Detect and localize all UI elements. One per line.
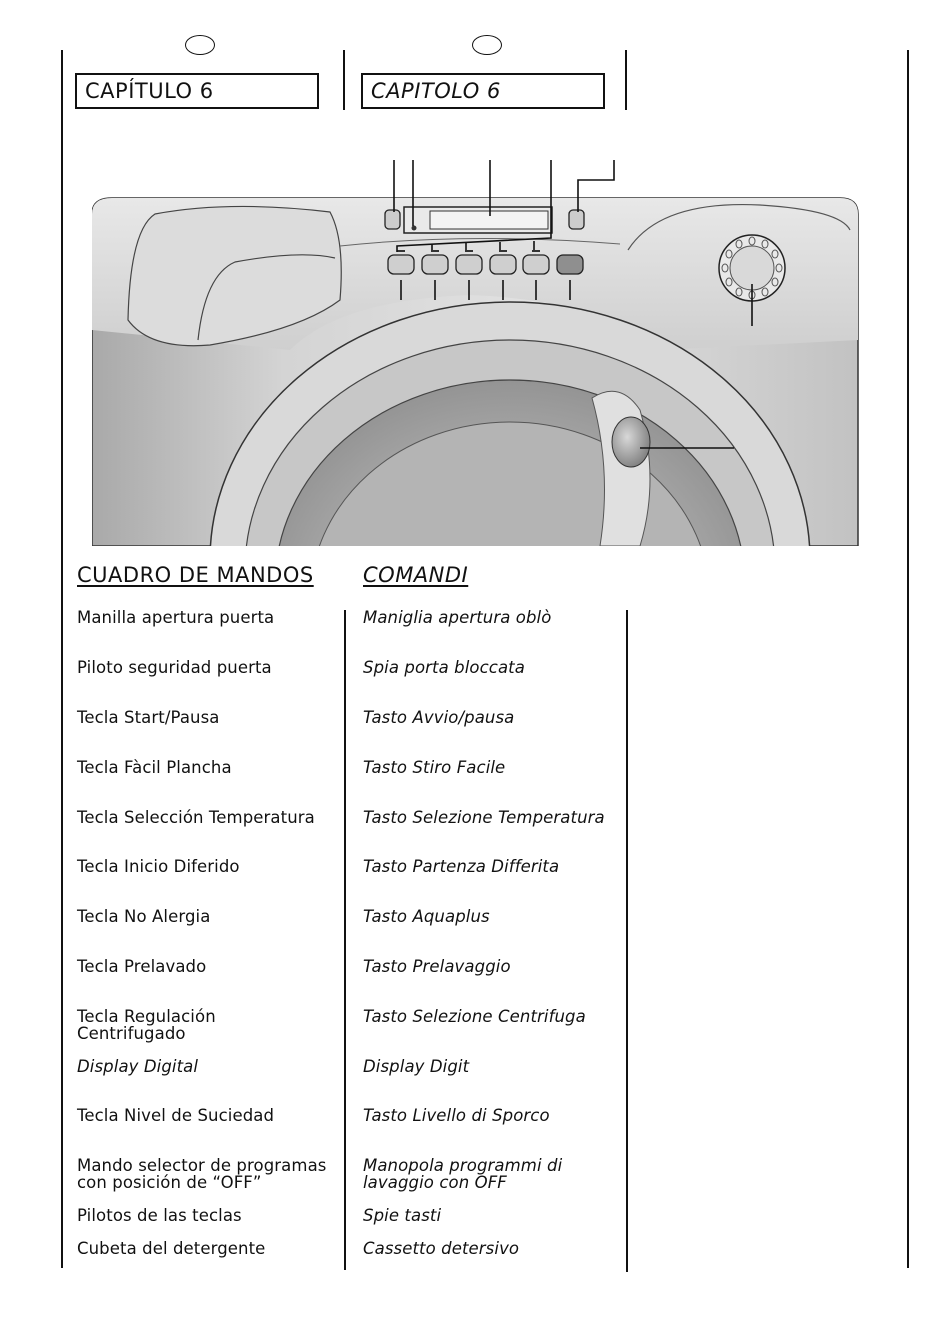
list-item-it: Maniglia apertura oblò [363,608,552,627]
list-item-es: Piloto seguridad puerta [77,658,272,677]
control-panel-illustration [0,0,936,560]
chapter-title-it: CAPITOLO 6 [361,73,605,109]
list-item-es: Tecla Selección Temperatura [77,808,315,827]
list-item-it: Spia porta bloccata [363,658,525,677]
list-item-it: Display Digit [363,1057,470,1076]
list-item-es: Tecla Regulación [77,1007,216,1026]
list-item-it: Tasto Stiro Facile [363,758,506,777]
list-item-es: Centrifugado [77,1024,186,1043]
list-item-it: Tasto Aquaplus [363,907,490,926]
list-item-es: con posición de “OFF” [77,1173,262,1192]
list-item-it: Cassetto detersivo [363,1239,520,1258]
list-item-it: Tasto Prelavaggio [363,957,511,976]
section-title-es: CUADRO DE MANDOS [77,563,314,587]
list-item-es: Mando selector de programas [77,1156,327,1175]
list-item-it: Tasto Livello di Sporco [363,1106,550,1125]
column-divider-right-bottom [626,610,628,1272]
list-item-it: Spie tasti [363,1206,442,1225]
list-item-es: Tecla Prelavado [77,957,207,976]
chapter-title-es: CAPÍTULO 6 [75,73,319,109]
list-item-es: Tecla Nivel de Suciedad [77,1106,275,1125]
list-item-es: Tecla Inicio Diferido [77,857,240,876]
list-item-es: Pilotos de las teclas [77,1206,242,1225]
list-item-it: Tasto Partenza Differita [363,857,560,876]
list-item-it: lavaggio con OFF [363,1173,507,1192]
list-item-it: Tasto Selezione Temperatura [363,808,605,827]
list-item-it: Tasto Selezione Centrifuga [363,1007,586,1026]
list-item-it: Tasto Avvio/pausa [363,708,515,727]
list-item-es: Tecla Start/Pausa [77,708,220,727]
list-item-es: Cubeta del detergente [77,1239,266,1258]
list-item-es: Manilla apertura puerta [77,608,275,627]
list-item-es: Tecla No Alergia [77,907,211,926]
list-item-it: Manopola programmi di [363,1156,563,1175]
list-item-es: Display Digital [77,1057,199,1076]
list-item-es: Tecla Fàcil Plancha [77,758,232,777]
section-title-it: COMANDI [363,563,469,587]
column-divider-bottom [344,610,346,1270]
